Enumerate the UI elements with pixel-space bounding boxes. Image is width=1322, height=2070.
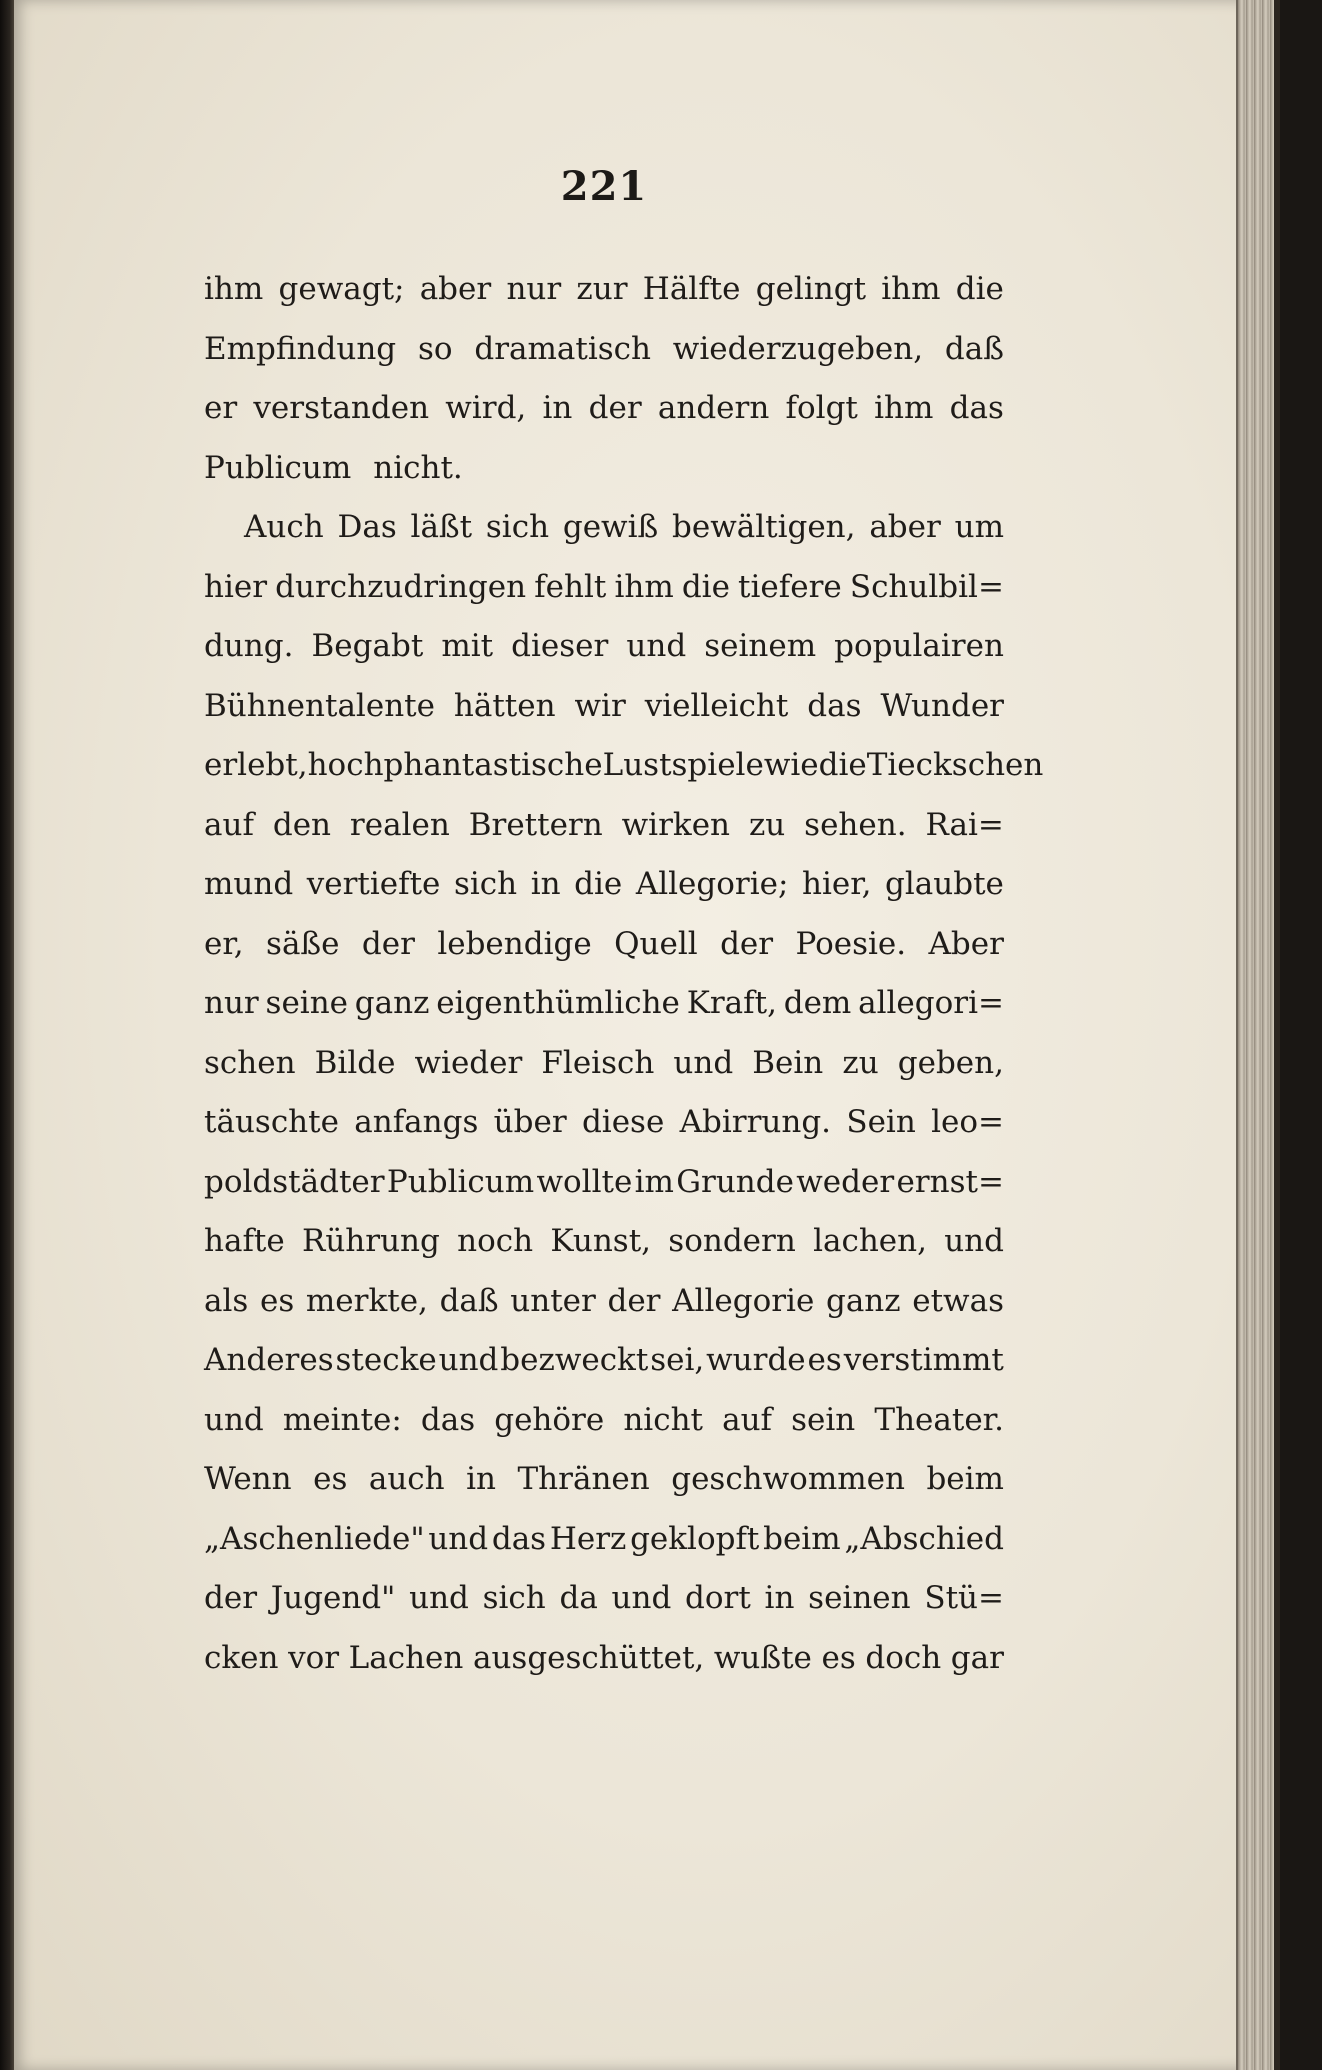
word: und <box>409 1580 469 1616</box>
word: und <box>626 628 687 664</box>
word: Publicum <box>386 1163 535 1200</box>
word: mit <box>441 628 494 664</box>
word: geben, <box>897 1044 1004 1081</box>
word: nicht <box>623 1401 703 1438</box>
word: „Aschenliede" <box>204 1520 425 1557</box>
word: erlebt, <box>204 747 308 783</box>
word: sich <box>453 866 518 902</box>
word: Rührung <box>302 1223 440 1259</box>
word: so <box>417 330 453 367</box>
word: realen <box>349 806 450 843</box>
word: und <box>944 1223 1004 1259</box>
word: wirken <box>621 806 731 843</box>
word: der <box>720 925 774 962</box>
text-line <box>204 677 1004 737</box>
word: der <box>588 390 642 426</box>
word: die <box>574 866 623 902</box>
word: sein <box>791 1401 856 1438</box>
word: in <box>542 390 573 426</box>
word: die <box>818 747 867 783</box>
word: sich <box>485 509 550 545</box>
word: nur <box>506 271 562 307</box>
word: schen <box>204 1044 296 1081</box>
word: anfangs <box>354 1104 479 1140</box>
word: bewältigen, <box>672 509 856 545</box>
word: aber <box>419 271 492 307</box>
text-line <box>204 260 1004 320</box>
word: Wunder <box>880 687 1004 724</box>
word: leo= <box>931 1104 1004 1140</box>
word: der <box>607 1282 661 1319</box>
text-line <box>204 1629 1004 1689</box>
word: zu <box>842 1044 879 1081</box>
word: gewiß <box>562 509 659 545</box>
word: da <box>559 1580 598 1616</box>
word: noch <box>457 1223 534 1259</box>
text-line <box>204 915 1004 975</box>
word: Lachen <box>348 1639 464 1676</box>
word: stecke <box>335 1342 437 1378</box>
word: auf <box>722 1401 773 1438</box>
word: allegori= <box>858 985 1004 1021</box>
word: das <box>491 1520 547 1557</box>
word: mund <box>204 866 294 902</box>
word: wiederzugeben, <box>672 330 924 367</box>
text-line <box>204 1569 1004 1629</box>
word: hier <box>204 568 268 605</box>
word: sich <box>482 1580 546 1616</box>
word: vor <box>288 1639 340 1676</box>
word: Stü= <box>924 1580 1004 1616</box>
word: dramatisch <box>474 330 651 367</box>
body-text <box>204 260 1044 1688</box>
word: der <box>361 925 415 962</box>
word: Poesie. <box>795 925 907 962</box>
word: geklopft <box>630 1520 760 1557</box>
text-line <box>204 796 1004 856</box>
word: vertiefte <box>306 866 441 902</box>
word: Das <box>337 509 397 545</box>
word: Rai= <box>925 806 1004 843</box>
word: wußte <box>713 1639 812 1676</box>
word: aber <box>869 509 941 545</box>
word: auf <box>204 806 254 843</box>
page-number: 221 <box>560 163 648 210</box>
word: Grunde <box>676 1163 794 1200</box>
word: gewagt; <box>278 271 405 307</box>
word: in <box>764 1580 795 1616</box>
word: um <box>954 509 1004 545</box>
word: seine <box>265 985 349 1021</box>
text-line <box>204 498 1004 558</box>
word: ganz <box>825 1282 901 1319</box>
word: populairen <box>834 628 1004 664</box>
word: Kraft, <box>686 985 777 1021</box>
text-line <box>204 439 1004 499</box>
word: läßt <box>410 509 473 545</box>
word: Begabt <box>311 628 424 664</box>
word: es <box>259 1282 295 1319</box>
word: diese <box>581 1104 665 1140</box>
text-line <box>204 1272 1004 1332</box>
word: und <box>428 1520 489 1557</box>
word: lachen, <box>813 1223 927 1259</box>
word: ihm <box>204 271 264 307</box>
word: unter <box>510 1282 596 1319</box>
word: dieser <box>511 628 609 664</box>
word: Lustspiele <box>602 747 764 783</box>
page-edges <box>1236 0 1280 2070</box>
word: wie <box>763 747 819 783</box>
word: beim <box>763 1520 841 1557</box>
word: fehlt <box>534 568 607 605</box>
word: ausgeschüttet, <box>472 1639 705 1676</box>
word: ihm <box>881 271 941 307</box>
word: zu <box>748 806 786 843</box>
word: und <box>438 1342 499 1378</box>
word: die <box>955 271 1004 307</box>
word: cken <box>204 1639 279 1676</box>
word: Herz <box>549 1520 627 1557</box>
word: sei, <box>650 1342 705 1378</box>
word: glaubte <box>885 866 1004 902</box>
word: Wenn <box>204 1461 292 1497</box>
text-line <box>204 1153 1004 1213</box>
text-line <box>204 558 1004 618</box>
text-line <box>204 974 1004 1034</box>
word: beim <box>926 1461 1004 1497</box>
word: poldstädter <box>204 1163 385 1200</box>
word: über <box>493 1104 567 1140</box>
word: er <box>204 390 238 426</box>
word: merkte, <box>305 1282 428 1319</box>
word: Bilde <box>314 1044 396 1081</box>
word: das <box>420 1401 476 1438</box>
word: ihm <box>614 568 674 605</box>
word: Anderes <box>204 1342 334 1378</box>
word: seinem <box>704 628 817 664</box>
word: folgt <box>785 390 858 426</box>
word: auch <box>368 1461 445 1497</box>
word: Aber <box>928 925 1004 962</box>
word: gar <box>950 1639 1004 1676</box>
word: ganz <box>354 985 430 1021</box>
word: der <box>204 1580 258 1616</box>
text-line <box>204 1093 1004 1153</box>
word: Bühnentalente <box>204 687 435 724</box>
word: Bein <box>752 1044 824 1081</box>
word: wird, <box>445 390 527 426</box>
word: hafte <box>204 1223 285 1259</box>
text-line <box>204 320 1004 380</box>
word: Quell <box>614 925 698 962</box>
word: Theater. <box>874 1401 1004 1438</box>
word: sehen. <box>804 806 907 843</box>
text-line <box>204 1331 1004 1391</box>
word: die <box>681 568 730 605</box>
word: wurde <box>706 1342 806 1378</box>
word: Abirrung. <box>679 1104 832 1140</box>
word: nur <box>204 985 259 1021</box>
word: und <box>204 1401 264 1438</box>
word: Auch <box>244 509 324 545</box>
word: weder <box>796 1163 895 1200</box>
word: bezweckt <box>500 1342 649 1378</box>
word: und <box>611 1580 672 1616</box>
word: doch <box>865 1639 942 1676</box>
word: Fleisch <box>541 1044 655 1081</box>
word: meinte: <box>282 1401 402 1438</box>
word: ernst= <box>896 1163 1004 1200</box>
text-line <box>204 617 1004 677</box>
word: nicht. <box>373 449 463 486</box>
word: er, <box>204 925 244 962</box>
word: wieder <box>414 1044 523 1081</box>
word: wollte <box>536 1163 633 1200</box>
word: Brettern <box>468 806 603 843</box>
word: Empfindung <box>204 330 397 367</box>
word: lebendige <box>437 925 592 962</box>
word: Schulbil= <box>849 568 1004 605</box>
word: Jugend" <box>270 1580 396 1616</box>
word: geschwommen <box>671 1461 905 1497</box>
word: in <box>530 866 561 902</box>
text-line <box>204 1510 1004 1570</box>
word: verstimmt <box>843 1342 1004 1378</box>
text-line <box>204 1391 1004 1451</box>
word: daß <box>439 1282 499 1319</box>
word: hier, <box>801 866 872 902</box>
word: es <box>807 1342 842 1378</box>
word: seinen <box>808 1580 911 1616</box>
word: Allegorie <box>672 1282 815 1319</box>
book-page <box>14 0 1280 2070</box>
word: dung. <box>204 628 294 664</box>
word: hochphantastische <box>307 747 603 783</box>
word: verstanden <box>253 390 430 426</box>
text-line <box>204 1212 1004 1272</box>
word: eigenthümliche <box>436 985 680 1021</box>
word: säße <box>266 925 340 962</box>
word: dem <box>783 985 852 1021</box>
word: täuschte <box>204 1104 339 1140</box>
word: vielleicht <box>644 687 789 724</box>
word: Tieckschen <box>866 747 1044 783</box>
word: ihm <box>874 390 934 426</box>
text-line <box>204 1034 1004 1094</box>
text-line <box>204 379 1004 439</box>
word: „Abschied <box>844 1520 1004 1557</box>
text-line <box>204 855 1004 915</box>
word: das <box>807 687 862 724</box>
word: Hälfte <box>642 271 741 307</box>
word: zur <box>576 271 628 307</box>
word: dort <box>685 1580 751 1616</box>
word: hätten <box>453 687 556 724</box>
word: tiefere <box>738 568 842 605</box>
word: den <box>272 806 331 843</box>
word: gehöre <box>494 1401 605 1438</box>
word: es <box>821 1639 856 1676</box>
word: als <box>204 1282 249 1319</box>
word: und <box>673 1044 734 1081</box>
word: es <box>313 1461 348 1497</box>
word: im <box>634 1163 674 1200</box>
word: Thränen <box>517 1461 650 1497</box>
word: Kunst, <box>550 1223 652 1259</box>
word: andern <box>657 390 770 426</box>
text-line <box>204 736 1044 796</box>
word: durchzudringen <box>275 568 527 605</box>
word: etwas <box>912 1282 1004 1319</box>
word: Sein <box>846 1104 916 1140</box>
word: in <box>466 1461 497 1497</box>
word: gelingt <box>755 271 867 307</box>
word: daß <box>944 330 1004 367</box>
word: das <box>949 390 1004 426</box>
word: sondern <box>668 1223 796 1259</box>
word: Publicum <box>204 449 352 486</box>
book-gutter <box>0 0 14 2070</box>
word: wir <box>574 687 626 724</box>
text-line <box>204 1450 1004 1510</box>
word: Allegorie; <box>635 866 789 902</box>
